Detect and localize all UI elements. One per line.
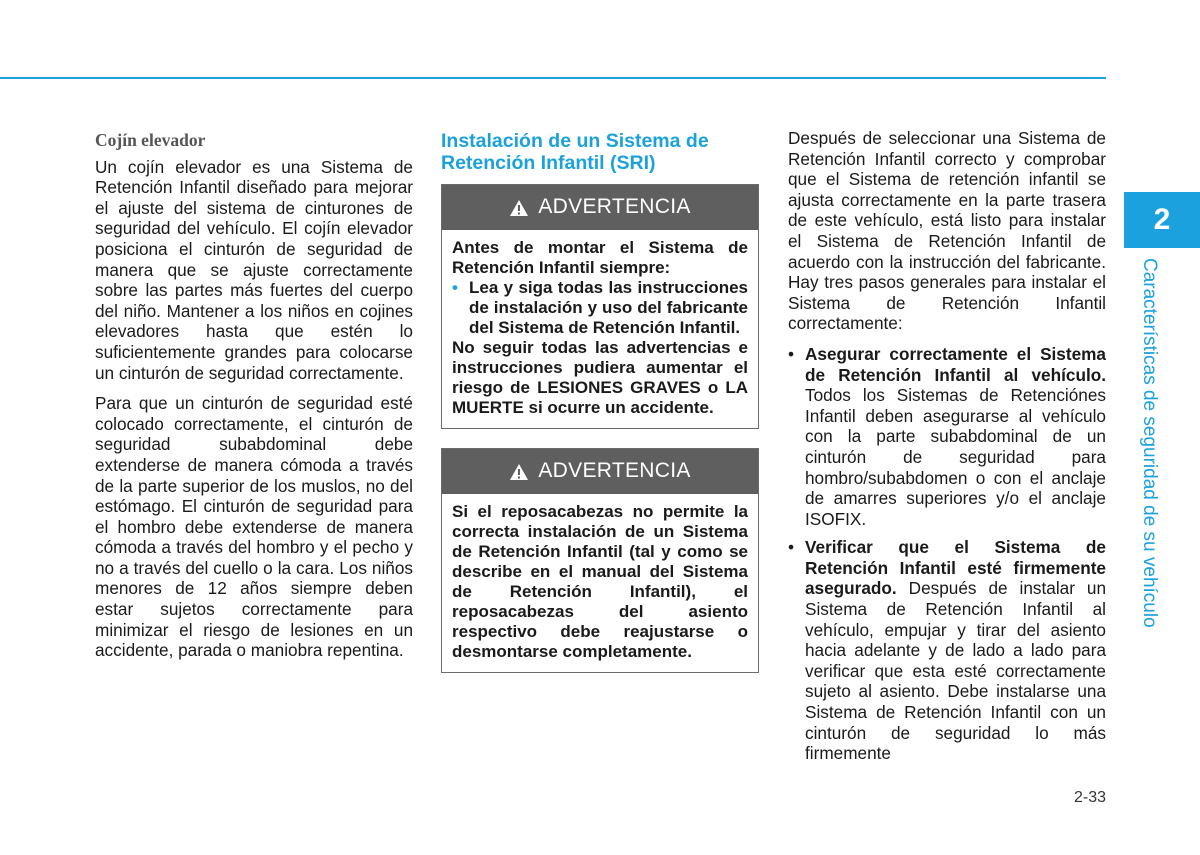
booster-seat-heading: Cojín elevador — [95, 130, 206, 150]
booster-paragraph-1: Un cojín elevador es una Sistema de Retención Infantil diseñado para mejorar el ajuste del sistema de cinturones de seguridad del vehículo. El cojín elevador posiciona el cinturón de seguridad de manera que se ajuste correctamente sobre las partes más fuertes del cuerpo del niño. Mantener a los niños en cojines elevadores hasta que estén lo suficientemente grandes para colocarse un cinturón de seguridad correctamente. — [95, 156, 413, 383]
chapter-title-vertical — [1136, 258, 1162, 648]
step-verify-text: Después de instalar un Sistema de Retención Infantil al vehículo, empujar y tirar del asiento hacia adelante y de lado a lado para verificar que esta esté correctamente sujeto al asiento. Debe instalarse una Sistema de Retención Infantil con un cinturón de seguridad lo más firmemente — [805, 578, 1106, 764]
warning-headrest-text: Si el reposacabezas no permite la correcta instalación de un Sistema de Retención Infantil (tal y como se describe en el manual del Sistema de Retención Infantil), el reposacabezas del asiento respectivo debe reajustarse o desmontarse completamente. — [452, 502, 748, 661]
warning-triangle-icon — [509, 199, 529, 217]
column-right — [788, 128, 1106, 772]
column-middle — [441, 128, 759, 692]
column-left — [95, 128, 413, 671]
warning-bullet: • Lea y siga todas las instrucciones de instalación y uso del fabricante del Sistema de Retención Infantil. — [452, 278, 748, 338]
warning-header-label-2: ADVERTENCIA — [538, 459, 691, 483]
step-secure-text: Todos los Sistemas de Retenciónes Infantil deben asegurarse al vehículo con la parte subabdominal de un cinturón de seguridad para hombro/subabdomen o con el anclaje de amarres superiores y/o el anclaje ISOFIX. — [805, 385, 1106, 529]
warning-header-label-1: ADVERTENCIA — [538, 195, 691, 219]
chapter-number-tab: 2 — [1124, 192, 1200, 248]
warning-outro: No seguir todas las advertencias e instrucciones pudiera aumentar el riesgo de LESIONES GRAVES o LA MUERTE si ocurre un accidente. — [452, 338, 748, 417]
section-title: Instalación de un Sistema de Retención Infantil (SRI) — [441, 130, 709, 174]
warning-body-1 — [442, 230, 758, 428]
chapter-title-text: Características de seguridad de su vehículo — [1139, 258, 1160, 628]
warning-intro: Antes de montar el Sistema de Retención Infantil siempre: — [452, 238, 748, 277]
warning-header-2 — [442, 449, 758, 494]
warning-box-2 — [441, 448, 759, 673]
warning-body-2 — [442, 494, 758, 672]
step-secure-title: Asegurar correctamente el Sistema de Retención Infantil al vehículo. — [805, 343, 1106, 385]
warning-box-1 — [441, 184, 759, 429]
warning-triangle-icon — [509, 463, 529, 481]
page-number: 2-33 — [1073, 789, 1106, 806]
installation-intro: Después de seleccionar una Sistema de Retención Infantil correcto y comprobar que el Sistema de retención infantil se ajusta correctamente en la parte trasera de este vehículo, está listo para instalar el Sistema de Retención Infantil de acuerdo con la instrucción del fabricante. Hay tres pasos generales para instalar el Sistema de Retención Infantil correctamente: — [788, 128, 1106, 334]
booster-paragraph-2: Para que un cinturón de seguridad esté colocado correctamente, el cinturón de seguridad subabdominal debe extenderse de manera cómoda a través de la parte superior de los muslos, no del estómago. El cinturón de seguridad para el hombro debe extenderse de manera cómoda a través del hombro y el pecho y no a través del cuello o la cara. Los niños menores de 12 años siempre deben estar sujetos correctamente para minimizar el riesgo de lesiones en un accidente, parada o maniobra repentina. — [95, 393, 413, 661]
step-verify-title: Verificar que el Sistema de Retención Infantil esté firmemente asegurado. — [805, 537, 1106, 599]
warning-bullet-list — [452, 278, 748, 338]
step-verify — [788, 537, 1106, 764]
step-secure — [788, 344, 1106, 529]
installation-steps — [788, 344, 1106, 764]
header-rule — [0, 77, 1106, 79]
warning-header-1 — [442, 185, 758, 230]
